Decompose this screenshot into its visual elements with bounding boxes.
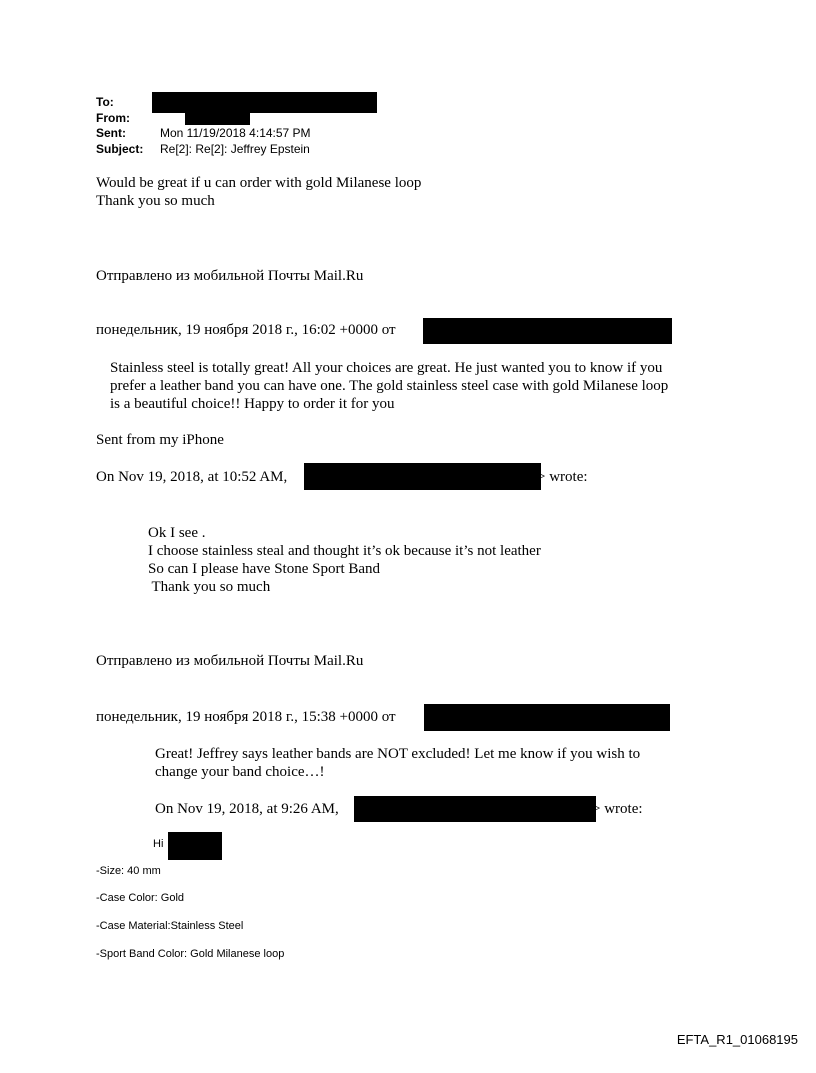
redaction-sender bbox=[354, 796, 596, 822]
quote-line: prefer a leather band you can have one. The gold stainless steel case with gold Milanese loop bbox=[110, 378, 669, 394]
quote-intro: понедельник, 19 ноября 2018 г., 15:38 +0000 от bbox=[96, 709, 396, 725]
quote-line: Stainless steel is totally great! All your choices are great. He just wanted you to know if you bbox=[110, 360, 663, 376]
quote-intro: понедельник, 19 ноября 2018 г., 16:02 +0000 от bbox=[96, 322, 396, 338]
redaction-sender bbox=[424, 704, 670, 731]
wrote-text: > wrote: bbox=[537, 469, 588, 485]
spec-item: -Case Material:Stainless Steel bbox=[96, 920, 244, 932]
redaction-to bbox=[152, 92, 377, 113]
wrote-text: > wrote: bbox=[592, 801, 643, 817]
subject-label: Subject: bbox=[96, 142, 144, 156]
quote-line: I choose stainless steal and thought it’s ok because it’s not leather bbox=[148, 543, 541, 559]
document-id: EFTA_R1_01068195 bbox=[676, 1032, 798, 1047]
mailru-signature: Отправлено из мобильной Почты Mail.Ru bbox=[96, 268, 364, 284]
sent-value: Mon 11/19/2018 4:14:57 PM bbox=[160, 126, 311, 140]
spec-item: -Case Color: Gold bbox=[96, 892, 185, 904]
redaction-from bbox=[185, 113, 250, 125]
quote-intro: On Nov 19, 2018, at 10:52 AM, bbox=[96, 469, 288, 485]
mailru-signature: Отправлено из мобильной Почты Mail.Ru bbox=[96, 653, 364, 669]
quote-line: Great! Jeffrey says leather bands are NOT excluded! Let me know if you wish to bbox=[155, 746, 641, 762]
quote-line: is a beautiful choice!! Happy to order it for you bbox=[110, 396, 395, 412]
quote-line: Thank you so much bbox=[148, 579, 271, 595]
spec-item: -Sport Band Color: Gold Milanese loop bbox=[96, 948, 285, 960]
spec-item: -Size: 40 mm bbox=[96, 865, 161, 877]
subject-value: Re[2]: Re[2]: Jeffrey Epstein bbox=[160, 142, 310, 156]
quote-line: Ok I see . bbox=[148, 525, 206, 541]
redaction-name bbox=[168, 832, 222, 860]
sent-label: Sent: bbox=[96, 126, 126, 140]
redaction-sender bbox=[304, 463, 541, 490]
iphone-signature: Sent from my iPhone bbox=[96, 432, 224, 448]
body-line: Would be great if u can order with gold Milanese loop bbox=[96, 175, 422, 191]
to-label: To: bbox=[96, 95, 114, 109]
quote-line: change your band choice…! bbox=[155, 764, 325, 780]
redaction-sender bbox=[423, 318, 672, 344]
greeting: Hi bbox=[153, 838, 164, 850]
quote-line: So can I please have Stone Sport Band bbox=[148, 561, 381, 577]
body-line: Thank you so much bbox=[96, 193, 215, 209]
from-label: From: bbox=[96, 111, 130, 125]
quote-intro: On Nov 19, 2018, at 9:26 AM, bbox=[155, 801, 339, 817]
